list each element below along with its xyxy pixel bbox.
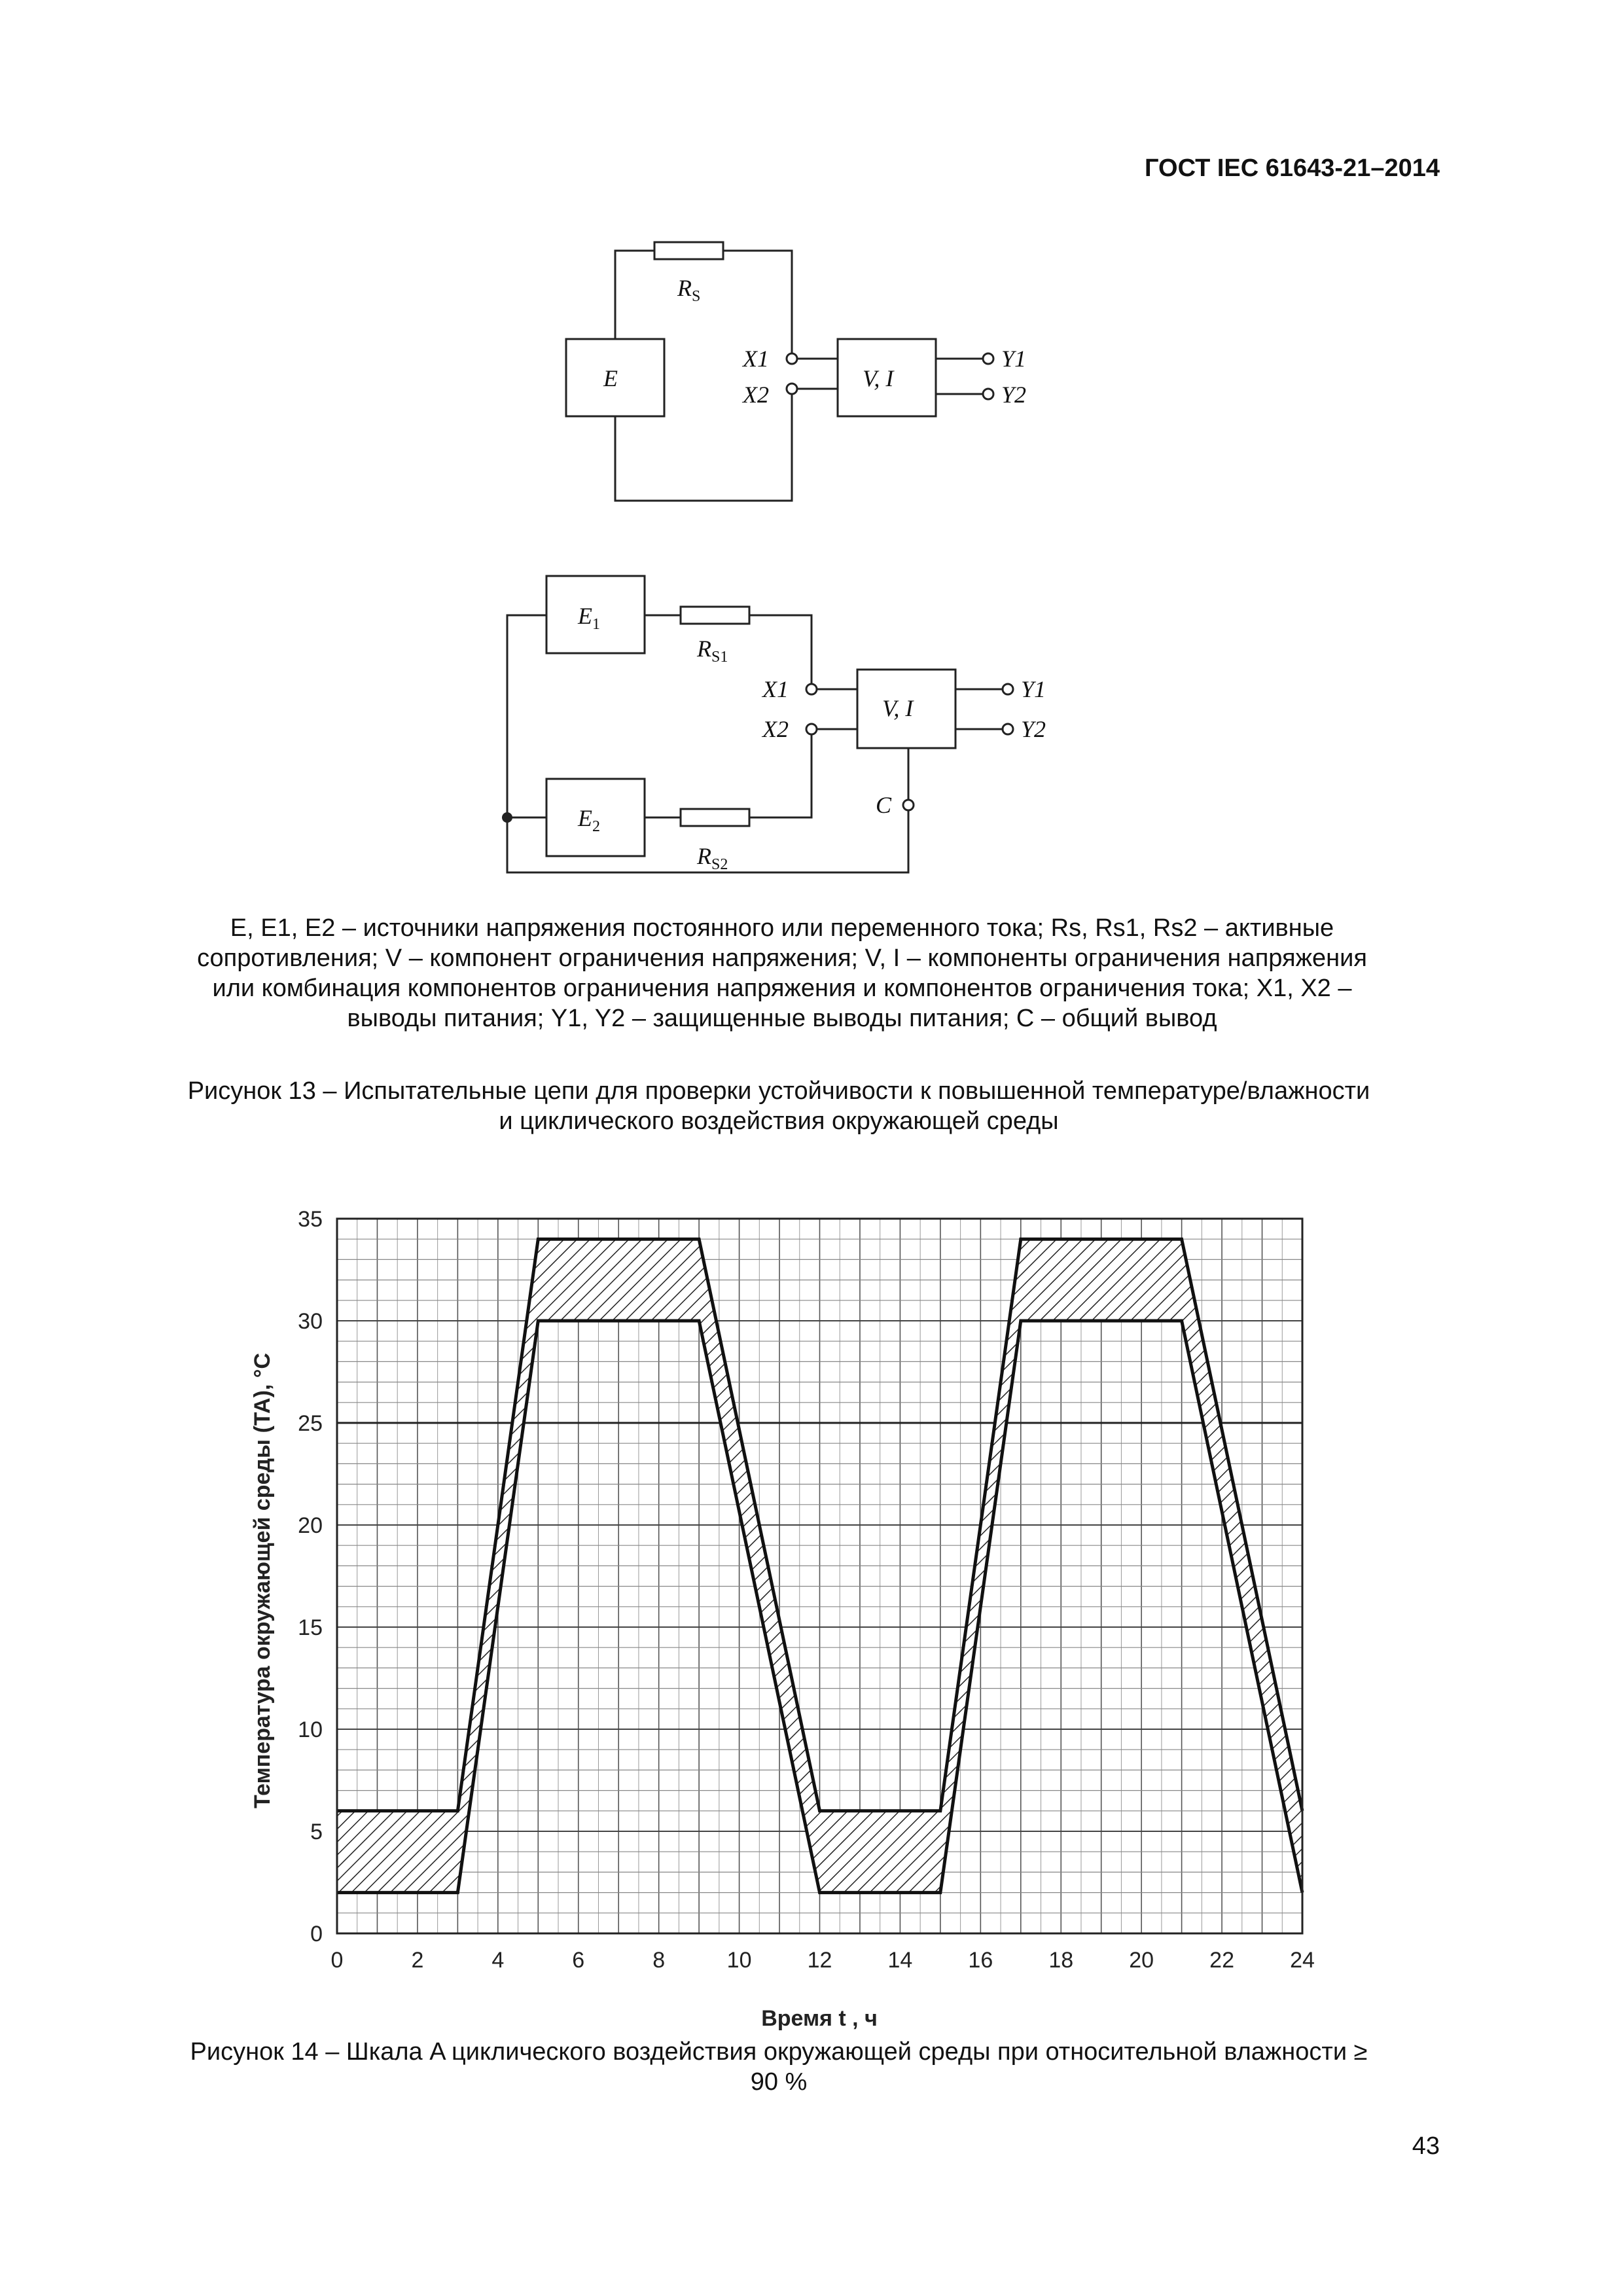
y-tick-label: 30 xyxy=(298,1309,323,1334)
page-number: 43 xyxy=(1412,2132,1440,2160)
figure-13-caption-line-2: и циклического воздействия окружающей среды xyxy=(499,1107,1059,1135)
x-tick-label: 10 xyxy=(726,1948,752,1973)
terminal-x2-label-2: X2 xyxy=(762,716,789,742)
resistor-rs-label: $R_S$ xyxy=(677,275,701,305)
y-tick-label: 0 xyxy=(310,1922,323,1946)
x-tick-label: 18 xyxy=(1048,1948,1074,1973)
temperature-cycle-chart xyxy=(236,1204,1335,2036)
resistor-rs1-label: $R_{S1}$ xyxy=(697,636,728,666)
x-tick-label: 16 xyxy=(968,1948,993,1973)
x-tick-label: 14 xyxy=(887,1948,913,1973)
legend-line-3: или комбинация компонентов ограничения напряжения и компонентов ограничения тока; X1, X2 – xyxy=(212,975,1352,1002)
circuit-diagram-2 xyxy=(484,563,1086,890)
x-tick-label: 20 xyxy=(1129,1948,1154,1973)
terminal-c-label: C xyxy=(876,792,892,818)
source-e2-label: $E_2$ xyxy=(578,805,600,835)
source-e-label: E xyxy=(603,365,618,391)
terminal-y2-label-2: Y2 xyxy=(1021,716,1046,742)
legend-line-2: сопротивления; V – компонент ограничения напряжения; V, I – компоненты ограничения напряжения xyxy=(197,944,1367,972)
legend-line-1: E, E1, E2 – источники напряжения постоянного или переменного тока; Rs, Rs1, Rs2 – активные xyxy=(230,914,1334,942)
x-tick-label: 12 xyxy=(807,1948,832,1973)
source-e1-box xyxy=(546,576,645,653)
y-tick-label: 25 xyxy=(298,1411,323,1436)
x-axis-label: Время t , ч xyxy=(761,2006,878,2031)
terminal-x1-label: X1 xyxy=(743,346,769,372)
y-axis-label: Температура окружающей среды (TA), °C xyxy=(250,1353,275,1808)
circuit-diagram-1 xyxy=(550,229,1073,524)
terminal-y2-label: Y2 xyxy=(1001,382,1027,408)
source-e1-label: $E_1$ xyxy=(578,603,600,633)
terminal-x1-label-2: X1 xyxy=(762,676,789,702)
terminal-y1-label-2: Y1 xyxy=(1021,676,1046,702)
figure-14-caption-line-2: 90 % xyxy=(750,2068,808,2096)
terminal-x2-label: X2 xyxy=(743,382,769,408)
figure-14-caption-line-1: Рисунок 14 – Шкала A циклического воздействия окружающей среды при относительной влажности ≥ xyxy=(190,2038,1368,2066)
y-tick-label: 15 xyxy=(298,1615,323,1640)
resistor-rs1 xyxy=(681,607,749,624)
y-tick-label: 20 xyxy=(298,1513,323,1538)
x-tick-label: 4 xyxy=(491,1948,505,1973)
y-tick-label: 10 xyxy=(298,1717,323,1742)
y-tick-label: 35 xyxy=(298,1207,323,1232)
resistor-rs2 xyxy=(681,809,749,826)
x-tick-label: 2 xyxy=(411,1948,424,1973)
x-tick-label: 8 xyxy=(652,1948,666,1973)
device-vi-label: V, I xyxy=(863,365,894,391)
device-vi-label-2: V, I xyxy=(882,695,914,721)
document-code: ГОСТ IEC 61643-21–2014 xyxy=(1144,154,1440,182)
figure-13-legend xyxy=(118,913,1446,1033)
figure-14-caption xyxy=(105,2037,1453,2097)
x-tick-label: 0 xyxy=(330,1948,344,1973)
figure-13-caption-line-1: Рисунок 13 – Испытательные цепи для проверки устойчивости к повышенной температуре/влажности xyxy=(187,1077,1370,1105)
x-tick-label: 24 xyxy=(1290,1948,1315,1973)
x-tick-label: 6 xyxy=(572,1948,585,1973)
y-tick-label: 5 xyxy=(310,1820,323,1844)
legend-line-4: выводы питания; Y1, Y2 – защищенные выводы питания; C – общий вывод xyxy=(347,1005,1217,1032)
resistor-rs2-label: $R_{S2}$ xyxy=(697,843,728,873)
terminal-y1-label: Y1 xyxy=(1001,346,1027,372)
resistor-rs xyxy=(654,242,723,259)
source-e2-box xyxy=(546,779,645,856)
figure-13-caption xyxy=(105,1076,1453,1136)
x-tick-label: 22 xyxy=(1209,1948,1234,1973)
